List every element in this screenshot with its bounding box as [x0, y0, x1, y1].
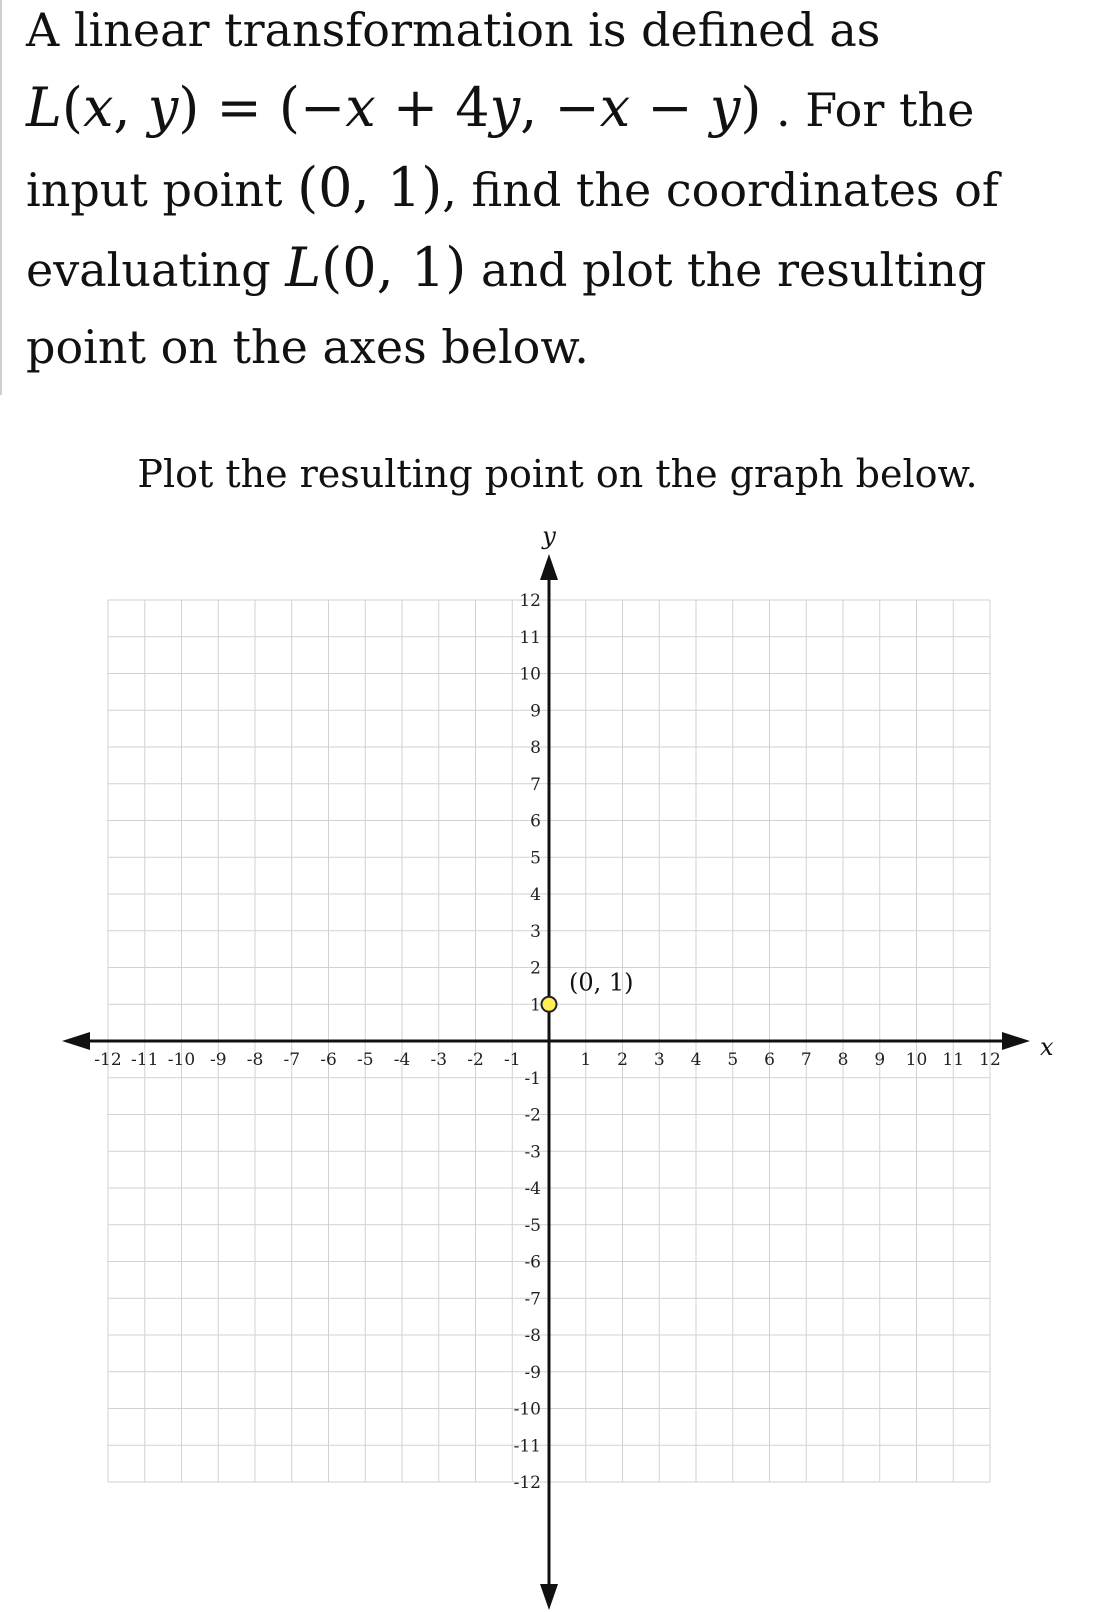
x-tick-label: 9	[874, 1050, 886, 1070]
question-line-1	[26, 0, 1106, 69]
x-tick-label: -3	[430, 1050, 448, 1070]
left-divider	[0, 0, 2, 395]
question-intro: A linear transformation is defined as	[26, 3, 881, 57]
y-tick-label: -3	[524, 1142, 541, 1163]
y-tick-label: 1	[530, 995, 541, 1016]
x-tick-label: -12	[94, 1050, 122, 1070]
y-tick-label: 7	[530, 774, 541, 795]
x-tick-label: 7	[800, 1050, 812, 1070]
plotted-point[interactable]	[542, 997, 557, 1012]
x-axis-arrow-right	[1002, 1032, 1030, 1050]
x-tick-label: 2	[617, 1050, 628, 1070]
eval-prefix: evaluating	[26, 243, 286, 297]
x-tick-label: -2	[467, 1050, 484, 1070]
x-tick-label: -7	[283, 1050, 301, 1070]
x-tick-label: -5	[356, 1050, 374, 1070]
input-suffix: , find the coordinates of	[442, 163, 999, 217]
plotted-points[interactable]	[542, 968, 634, 1012]
y-tick-label: 12	[519, 591, 541, 611]
y-tick-label: 10	[519, 664, 541, 685]
y-axis-arrow-up	[540, 554, 558, 580]
x-tick-label: -9	[209, 1050, 227, 1070]
x-tick-label: -4	[393, 1050, 411, 1070]
axes	[62, 530, 1054, 1610]
y-tick-label: 9	[530, 701, 541, 722]
y-tick-label: 4	[530, 885, 541, 905]
x-axis-label: x	[1040, 1033, 1054, 1061]
x-axis-arrow-left	[62, 1032, 90, 1050]
question-text	[26, 0, 1106, 386]
y-tick-label: 11	[519, 627, 541, 648]
y-axis-arrow-down	[540, 1584, 558, 1610]
x-tick-label: 6	[764, 1050, 775, 1070]
x-tick-label: 4	[690, 1050, 702, 1070]
y-tick-label: -5	[524, 1215, 541, 1236]
y-tick-label: -10	[513, 1399, 541, 1420]
y-axis-label: y	[542, 530, 556, 550]
x-tick-label: 10	[905, 1050, 928, 1070]
x-tick-label: -1	[503, 1050, 521, 1070]
y-tick-label: 5	[530, 848, 541, 869]
y-tick-label: -1	[524, 1068, 541, 1089]
y-tick-label: -6	[524, 1252, 541, 1273]
x-tick-label: -11	[131, 1050, 159, 1070]
question-line-2	[26, 69, 1106, 149]
eval-suffix: and plot the resulting	[466, 243, 987, 297]
y-tick-label: 6	[530, 811, 541, 832]
plotted-point-label: (0, 1)	[569, 968, 634, 997]
x-tick-label: -8	[246, 1050, 264, 1070]
y-tick-label: -8	[524, 1326, 541, 1346]
input-prefix: input point	[26, 163, 298, 217]
formula: L(x, y) = (−x + 4y, −x − y)	[26, 76, 762, 139]
y-tick-label: -11	[513, 1436, 541, 1457]
y-tick-label: 3	[530, 921, 541, 942]
x-tick-label: 5	[727, 1050, 739, 1070]
x-tick-label: 8	[837, 1050, 849, 1070]
y-tick-label: -7	[524, 1289, 541, 1310]
input-point: (0, 1)	[297, 156, 443, 219]
x-tick-label: -10	[167, 1050, 196, 1070]
eval-expression: L(0, 1)	[285, 236, 467, 299]
y-tick-label: -9	[524, 1362, 541, 1383]
x-tick-label: 3	[653, 1050, 665, 1070]
last-line: point on the axes below.	[26, 320, 589, 374]
after-formula: . For the	[761, 83, 975, 137]
y-tick-label: -12	[513, 1473, 541, 1493]
coordinate-plane[interactable]	[0, 530, 1115, 1612]
question-line-4	[26, 229, 1106, 309]
question-line-3	[26, 149, 1106, 229]
question-line-5	[26, 309, 1106, 386]
y-tick-label: -2	[524, 1105, 541, 1126]
y-tick-label: -4	[524, 1179, 541, 1199]
x-tick-label: 11	[942, 1050, 965, 1070]
y-tick-label: 2	[530, 958, 541, 979]
y-tick-label: 8	[530, 738, 541, 758]
x-tick-label: 1	[580, 1050, 592, 1070]
x-tick-label: -6	[320, 1050, 337, 1070]
plot-instruction: Plot the resulting point on the graph below.	[137, 452, 978, 496]
x-tick-label: 12	[979, 1050, 1001, 1070]
